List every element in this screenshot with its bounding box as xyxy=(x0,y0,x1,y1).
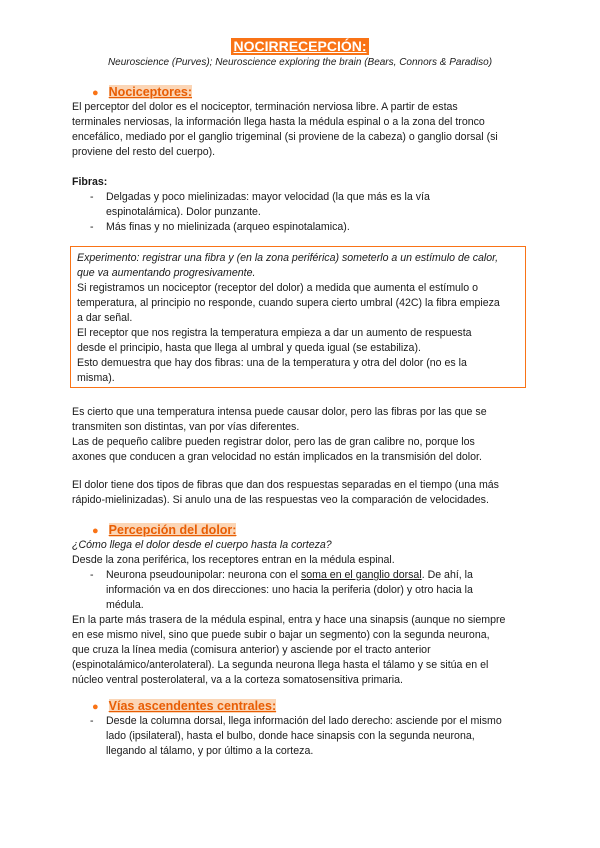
text-line: temperatura, al principio no responde, cuando supera cierto umbral (42C) la fibra empieza xyxy=(77,297,500,309)
text-line: llegando al tálamo, y por último a la corteza. xyxy=(106,745,314,757)
title-wrap xyxy=(0,38,600,56)
experiment-box xyxy=(70,246,526,388)
text-line: rápido-mielinizadas). Si anulo una de las respuestas veo la comparación de velocidades. xyxy=(72,494,489,506)
heading-label: Nociceptores: xyxy=(108,85,193,99)
vias-section xyxy=(72,714,532,759)
text-line: desde el principio, hasta que llega al umbral y queda igual (se estabiliza). xyxy=(77,342,421,354)
text-line: El receptor que nos registra la temperatura empieza a dar un aumento de respuesta xyxy=(77,327,472,339)
text-line: información va en dos direcciones: uno hacia la periferia (dolor) y otro hacia la xyxy=(106,584,473,596)
list-item xyxy=(72,190,532,220)
paragraph-dos-tipos xyxy=(72,478,532,508)
list-item xyxy=(72,220,532,235)
text-line: Las de pequeño calibre pueden registrar dolor, pero las de gran calibre no, porque los xyxy=(72,436,475,448)
text-line xyxy=(106,568,532,583)
text-line: médula. xyxy=(106,599,144,611)
text-line: en ese mismo nivel, sino que puede subir o bajar un segmento) con la segunda neurona, xyxy=(72,629,490,641)
heading-label: Vías ascendentes centrales: xyxy=(108,699,277,713)
text-line: a dar señal. xyxy=(77,312,133,324)
nociceptores-paragraph xyxy=(72,100,532,160)
underlined-text: soma en el ganglio dorsal xyxy=(300,569,422,581)
list-item xyxy=(72,568,532,613)
paragraph-calibre xyxy=(72,405,532,465)
text-line: terminales nerviosas, la información llega hasta la médula espinal o a la zona del tronco xyxy=(72,116,485,128)
text-line: El dolor tiene dos tipos de fibras que dan dos respuestas separadas en el tiempo (una más xyxy=(72,479,499,491)
fibras-heading: Fibras: xyxy=(72,176,108,188)
percepcion-list xyxy=(72,568,532,613)
text-line: - Desde la columna dorsal, llega información del lado derecho: asciende por el mismo xyxy=(106,715,502,727)
text-line: proviene del resto del cuerpo). xyxy=(72,146,216,158)
text-line: - Delgadas y poco mielinizadas: mayor velocidad (la que más es la vía xyxy=(106,191,430,203)
text-line: que cruza la línea media (comisura anterior) y asciende por el tracto anterior xyxy=(72,644,431,656)
text-line: Desde la zona periférica, los receptores entran en la médula espinal. xyxy=(72,554,395,566)
fibras-list xyxy=(72,190,532,235)
text-line: axones que conducen a gran velocidad no están implicados en la transmisión del dolor. xyxy=(72,451,482,463)
text-fragment: Neurona pseudounipolar: neurona con el xyxy=(106,569,301,581)
text-line: misma). xyxy=(77,372,115,384)
text-line: Esto demuestra que hay dos fibras: una de la temperatura y otra del dolor (no es la xyxy=(77,357,467,369)
vias-list xyxy=(72,714,532,759)
section-heading-nociceptores xyxy=(92,84,192,101)
bullet-dot-icon: ● xyxy=(92,701,99,713)
page-title: NOCIRRECEPCIÓN: xyxy=(233,38,367,54)
text-line: espinotalámica). Dolor punzante. xyxy=(106,206,261,218)
text-fragment: . De ahí, la xyxy=(421,569,473,581)
text-line: núcleo ventral posterolateral, va a la corteza somatosensitiva primaria. xyxy=(72,674,403,686)
list-item xyxy=(72,714,532,759)
heading-label: Percepción del dolor: xyxy=(108,523,237,537)
percepcion-section xyxy=(72,538,532,688)
fibras-section xyxy=(72,175,532,235)
text-line: transmiten son distintas, van por vías diferentes. xyxy=(72,421,300,433)
question-line: ¿Cómo llega el dolor desde el cuerpo hasta la corteza? xyxy=(72,539,332,551)
text-line: Si registramos un nociceptor (receptor del dolor) a medida que aumenta el estímulo o xyxy=(77,282,479,294)
section-heading-percepcion xyxy=(92,522,236,539)
text-line: Es cierto que una temperatura intensa puede causar dolor, pero las fibras por las que se xyxy=(72,406,487,418)
text-line: lado (ipsilateral), hasta el bulbo, donde hace sinapsis con la segunda neurona, xyxy=(106,730,475,742)
text-line: encefálico, mediado por el ganglio trigeminal (si proviene de la cabeza) o ganglio dorsal (si xyxy=(72,131,498,143)
text-line: - Más finas y no mielinizada (arqueo espinotalamica). xyxy=(106,221,350,233)
references: Neuroscience (Purves); Neuroscience exploring the brain (Bears, Connors & Paradiso) xyxy=(107,57,493,68)
bullet-dot-icon: ● xyxy=(92,525,99,537)
bullet-dot-icon: ● xyxy=(92,87,99,99)
text-line: que va aumentando progresivamente. xyxy=(77,267,256,279)
text-line: El perceptor del dolor es el nociceptor, terminación nerviosa libre. A partir de estas xyxy=(72,101,458,113)
section-heading-vias xyxy=(92,698,276,715)
text-line: (espinotalámico/anterolateral). La segunda neurona llega hasta el tálamo y se sitúa en el xyxy=(72,659,489,671)
text-line: En la parte más trasera de la médula espinal, entra y hace una sinapsis (aunque no siempre xyxy=(72,614,506,626)
text-line: Experimento: registrar una fibra y (en la zona periférica) someterlo a un estímulo de calor, xyxy=(77,252,499,264)
